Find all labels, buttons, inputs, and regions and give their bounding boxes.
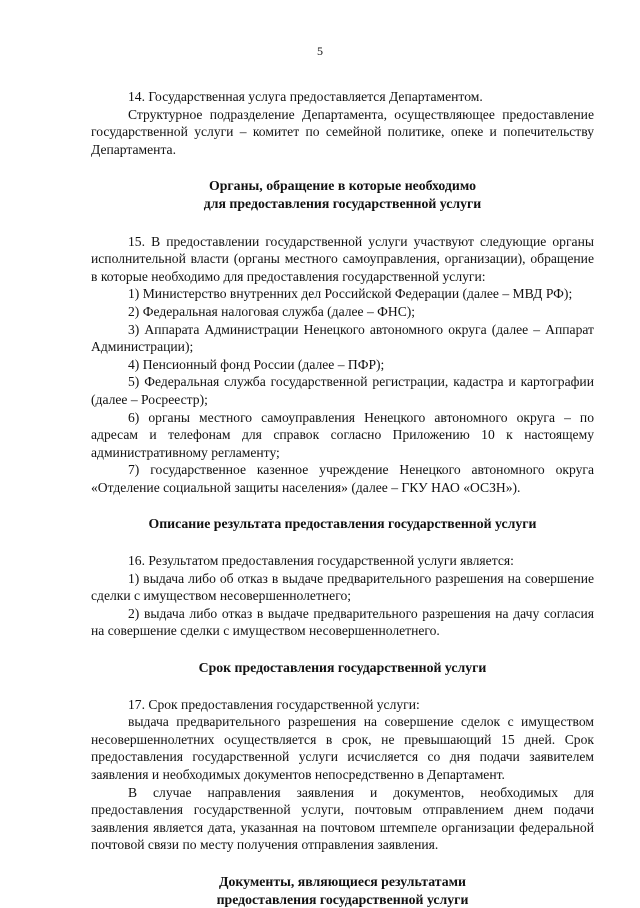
list-item-local-government: 6) органы местного самоуправления Ненецкого автономного округа – по адресам и телефонам для справок согласно Приложению 10 к настоящему административному регламенту; — [91, 409, 594, 460]
list-item-fns: 2) Федеральная налоговая служба (далее – ФНС); — [128, 303, 416, 319]
paragraph-16: 16. Результатом предоставления государственной услуги является: — [128, 553, 514, 569]
list-item-mvd: 1) Министерство внутренних дел Российской Федерации (далее – МВД РФ); — [128, 286, 573, 302]
heading-term: Срок предоставления государственной услуги — [198, 660, 487, 676]
heading-organs-line2: для предоставления государственной услуги — [203, 195, 482, 211]
list-item-oszn: 7) государственное казенное учреждение Ненецкого автономного округа «Отделение социальной защиты населения» (далее – ГКУ НАО «ОСЗН»). — [91, 462, 594, 495]
heading-docs-line1: Документы, являющиеся результатами — [219, 873, 466, 889]
heading-docs-line2: предоставления государственной услуги — [216, 891, 469, 907]
paragraph-15: 15. В предоставлении государственной услуги участвуют следующие органы исполнительной власти (органы местного самоуправления, организации), обращение в которые необходимо для предоставления государственной услуги: — [91, 233, 594, 284]
paragraph-structural-unit: Структурное подразделение Департамента, осуществляющее предоставление государственной услуги – комитет по семейной политике, опеке и попечительству Департамента. — [91, 106, 594, 157]
list-item-rosreestr: 5) Федеральная служба государственной регистрации, кадастра и картографии (далее – Росреестр); — [91, 374, 594, 407]
page-number: 5 — [317, 44, 323, 58]
paragraph-14: 14. Государственная услуга предоставляется Департаментом. — [128, 89, 483, 104]
heading-organs-line1: Органы, обращение в которые необходимо — [209, 178, 476, 194]
paragraph-postal: В случае направления заявления и документов, необходимых для предоставления государственной услуги, почтовым отправлением днем подачи заявления является дата, указанная на почтовом штемпеле организации федеральной почтовой связи по месту получения отправления заявления. — [91, 784, 594, 853]
paragraph-term-detail: выдача предварительного разрешения на совершение сделок с имуществом несовершеннолетних осуществляется в срок, не превышающий 15 дней. Срок предоставления государственной услуги исчисляется со дня подачи заявителем заявления и необходимых документов непосредственно в Департамент. — [91, 714, 594, 782]
list-item-result-1: 1) выдача либо об отказ в выдаче предварительного разрешения на совершение сделки с имуществом несовершеннолетнего; — [91, 570, 594, 604]
list-item-apparat: 3) Аппарата Администрации Ненецкого автономного округа (далее – Аппарат Администрации); — [91, 321, 594, 355]
list-item-result-2: 2) выдача либо отказ в выдаче предварительного разрешения на дачу согласия на совершение сделки с имуществом несовершеннолетнего. — [91, 605, 594, 639]
list-item-pfr: 4) Пенсионный фонд России (далее – ПФР); — [128, 356, 385, 372]
paragraph-17: 17. Срок предоставления государственной услуги: — [128, 696, 420, 712]
page-content — [91, 88, 594, 908]
heading-result: Описание результата предоставления государственной услуги — [148, 516, 537, 532]
